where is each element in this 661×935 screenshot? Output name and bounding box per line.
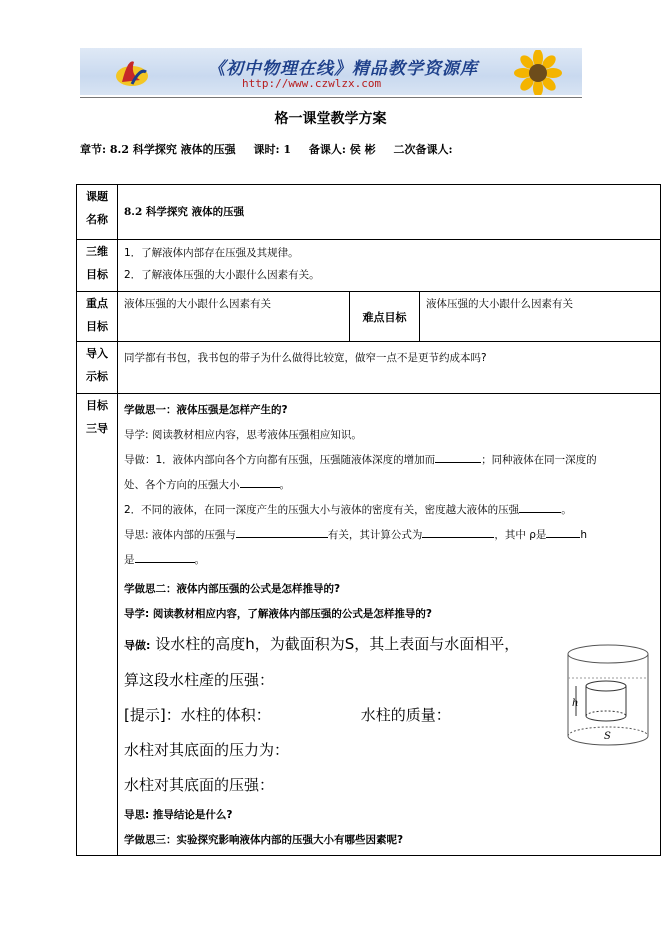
- row-key: [77, 292, 661, 342]
- chapter-field: 章节: 8.2 科学探究 液体的压强: [80, 143, 236, 156]
- answer-blank[interactable]: [135, 550, 195, 563]
- row-guide: [77, 394, 661, 856]
- section2-study: 导学: 阅读教材相应内容，了解液体内部压强的公式是怎样推导的?: [124, 608, 432, 620]
- row-goals: [77, 240, 661, 292]
- section1-study: 导学: 阅读教材相应内容，思考液体压强相应知识。: [124, 429, 362, 441]
- banner-title: 《初中物理在线》精品教学资源库: [208, 59, 478, 79]
- row-label: 三维 目标: [77, 240, 118, 292]
- lesson-plan-table: [76, 184, 661, 856]
- second-preparer-field: 二次备课人:: [393, 143, 453, 156]
- preparer-field: 备课人: 侯 彬: [308, 143, 376, 156]
- period-field: 课时: 1: [253, 143, 292, 156]
- row-topic: [77, 185, 661, 240]
- section2-do: 导做: 设水柱的高度h，为截面积为S，其上表面与水面相平，: [124, 635, 520, 653]
- section3-title: 学做思三：实验探究影响液体内部的压强大小有哪些因素呢?: [124, 834, 404, 846]
- section2-title: 学做思二：液体内部压强的公式是怎样推导的?: [124, 583, 341, 595]
- section2-force: 水柱对其底面的压力为：: [124, 741, 290, 759]
- goals-content: [118, 240, 661, 292]
- answer-blank[interactable]: [422, 525, 494, 538]
- section1-think-b: 是 。: [124, 548, 654, 573]
- answer-blank[interactable]: [435, 450, 481, 463]
- header-banner: [80, 48, 582, 95]
- guide-content: [118, 394, 661, 856]
- row-intro: [77, 342, 661, 394]
- section1-do-2: 2．不同的液体，在同一深度产生的压强大小与液体的密度有关，密度越大液体的压强 。: [124, 498, 654, 523]
- section1-do-1b: 处、各个方向的压强大小 。: [124, 473, 654, 498]
- section2-hint: [提示]：水柱的体积： 水柱的质量：: [124, 706, 451, 724]
- document-title: 格一课堂教学方案: [274, 111, 387, 127]
- section1-title: 学做思一：液体压强是怎样产生的?: [124, 404, 288, 416]
- section2-pressure: 水柱对其底面的压强：: [124, 776, 275, 794]
- section2-think: 导思: 推导结论是什么?: [124, 809, 233, 821]
- goal-item: 1．了解液体内部存在压强及其规律。: [124, 247, 299, 259]
- goal-item: 2．了解液体压强的大小跟什么因素有关。: [124, 269, 320, 281]
- header-rule: [80, 97, 582, 98]
- difficulty-content: 液体压强的大小跟什么因素有关: [420, 292, 661, 342]
- row-label: 目标 三导: [77, 394, 118, 856]
- row-label: 导入 示标: [77, 342, 118, 394]
- meta-line: [80, 141, 467, 157]
- row-label: 课题 名称: [77, 185, 118, 240]
- answer-blank[interactable]: [236, 525, 328, 538]
- row-label: 重点 目标: [77, 292, 118, 342]
- key-content: 液体压强的大小跟什么因素有关: [118, 292, 350, 342]
- area-label: S: [604, 731, 611, 742]
- banner-url: http://www.czwlzx.com: [242, 77, 382, 90]
- sunflower-icon: [508, 50, 568, 95]
- answer-blank[interactable]: [519, 500, 561, 513]
- water-column-diagram: [562, 642, 658, 750]
- answer-blank[interactable]: [546, 525, 580, 538]
- intro-content: 同学都有书包，我书包的带子为什么做得比较宽，做窄一点不是更节约成本吗?: [118, 342, 661, 394]
- section1-think: 导思: 液体内部的压强与 有关，其计算公式为 ，其中 ρ是 h: [124, 523, 654, 548]
- section2-do-b: 算这段水柱產的压强：: [124, 671, 275, 689]
- topic-content: 8.2 科学探究 液体的压强: [118, 185, 661, 240]
- difficulty-label: 难点目标: [350, 292, 420, 342]
- height-label: h: [572, 698, 579, 709]
- answer-blank[interactable]: [240, 475, 280, 488]
- section1-do-1: 导做：1．液体内部向各个方向都有压强，压强随液体深度的增加而 ；同种液体在同一深度的: [124, 448, 654, 473]
- czwlzx-logo-icon: [114, 54, 150, 90]
